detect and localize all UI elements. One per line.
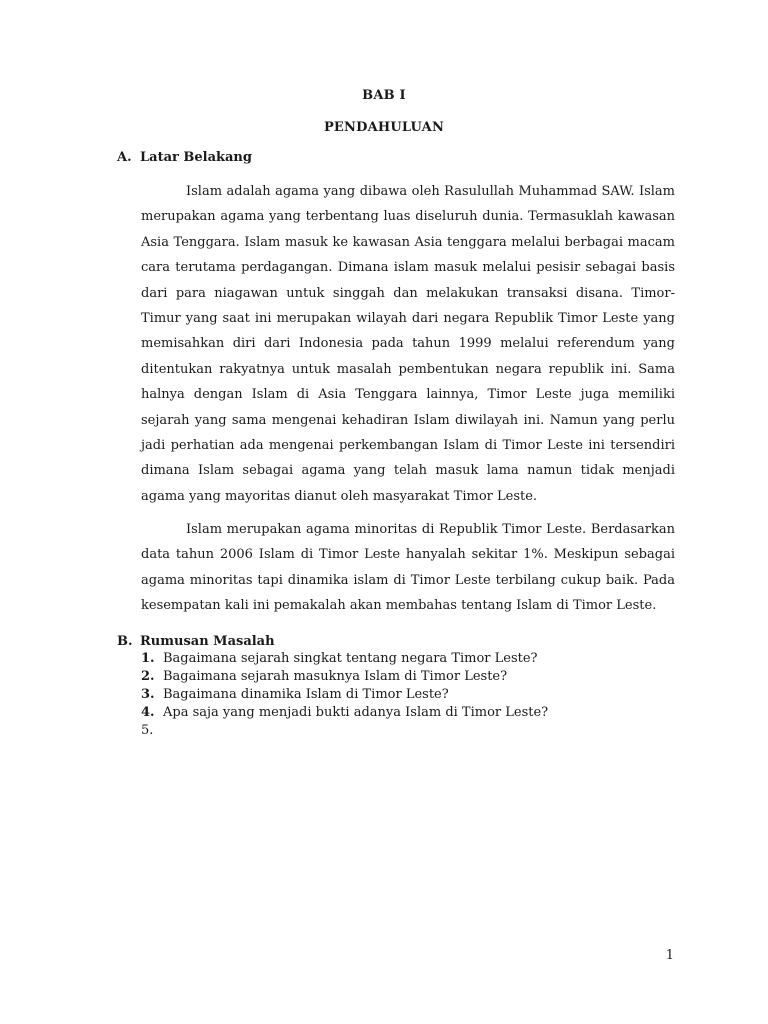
section-marker: A.	[117, 150, 132, 165]
list-item-number: 5.	[141, 723, 154, 738]
question-list	[141, 650, 548, 740]
section-heading-rumusan-masalah	[117, 634, 275, 649]
list-item	[141, 668, 548, 686]
section-title: Rumusan Masalah	[140, 634, 275, 649]
list-item-number: 1.	[141, 651, 155, 666]
list-item-text: Bagaimana dinamika Islam di Timor Leste?	[163, 687, 449, 702]
list-item	[141, 704, 548, 722]
section-heading-latar-belakang	[117, 150, 252, 165]
list-item-number: 3.	[141, 687, 155, 702]
list-item-text: Bagaimana sejarah masuknya Islam di Timor Leste?	[163, 669, 508, 684]
page-number: 1	[665, 948, 674, 963]
chapter-title: PENDAHULUAN	[323, 120, 445, 135]
body-paragraph: Islam adalah agama yang dibawa oleh Rasulullah Muhammad SAW. Islam merupakan agama yang terbentang luas diseluruh dunia. Termasuklah kawasan Asia Tenggara. Islam masuk ke kawasan Asia tenggara melalui berbagai macam cara terutama perdagangan. Dimana islam masuk melalui pesisir sebagai basis dari para niagawan untuk singgah dan melakukan transaksi disana. Timor-Timur yang saat ini merupakan wilayah dari negara Republik Timor Leste yang memisahkan diri dari Indonesia pada tahun 1999 melalui referendum yang ditentukan rakyatnya untuk masalah pembentukan negara republik ini. Sama halnya dengan Islam di Asia Tenggara lainnya, Timor Leste juga memiliki sejarah yang sama mengenai kehadiran Islam diwilayah ini. Namun yang perlu jadi perhatian ada mengenai perkembangan Islam di Timor Leste ini tersendiri dimana Islam sebagai agama yang telah masuk lama namun tidak menjadi agama yang mayoritas dianut oleh masyarakat Timor Leste.	[141, 184, 675, 504]
list-item-number: 2.	[141, 669, 155, 684]
list-item	[141, 650, 548, 668]
list-item-text: Bagaimana sejarah singkat tentang negara Timor Leste?	[163, 651, 538, 666]
list-item-number: 4.	[141, 705, 155, 720]
list-item	[141, 686, 548, 704]
list-item	[141, 722, 548, 740]
body-paragraph: Islam merupakan agama minoritas di Republik Timor Leste. Berdasarkan data tahun 2006 Islam di Timor Leste hanyalah sekitar 1%. Meskipun sebagai agama minoritas tapi dinamika islam di Timor Leste terbilang cukup baik. Pada kesempatan kali ini pemakalah akan membahas tentang Islam di Timor Leste.	[141, 522, 675, 614]
list-item-text: Apa saja yang menjadi bukti adanya Islam di Timor Leste?	[163, 705, 549, 720]
section-title: Latar Belakang	[140, 150, 252, 165]
chapter-number: BAB I	[362, 88, 406, 103]
section-marker: B.	[117, 634, 133, 649]
